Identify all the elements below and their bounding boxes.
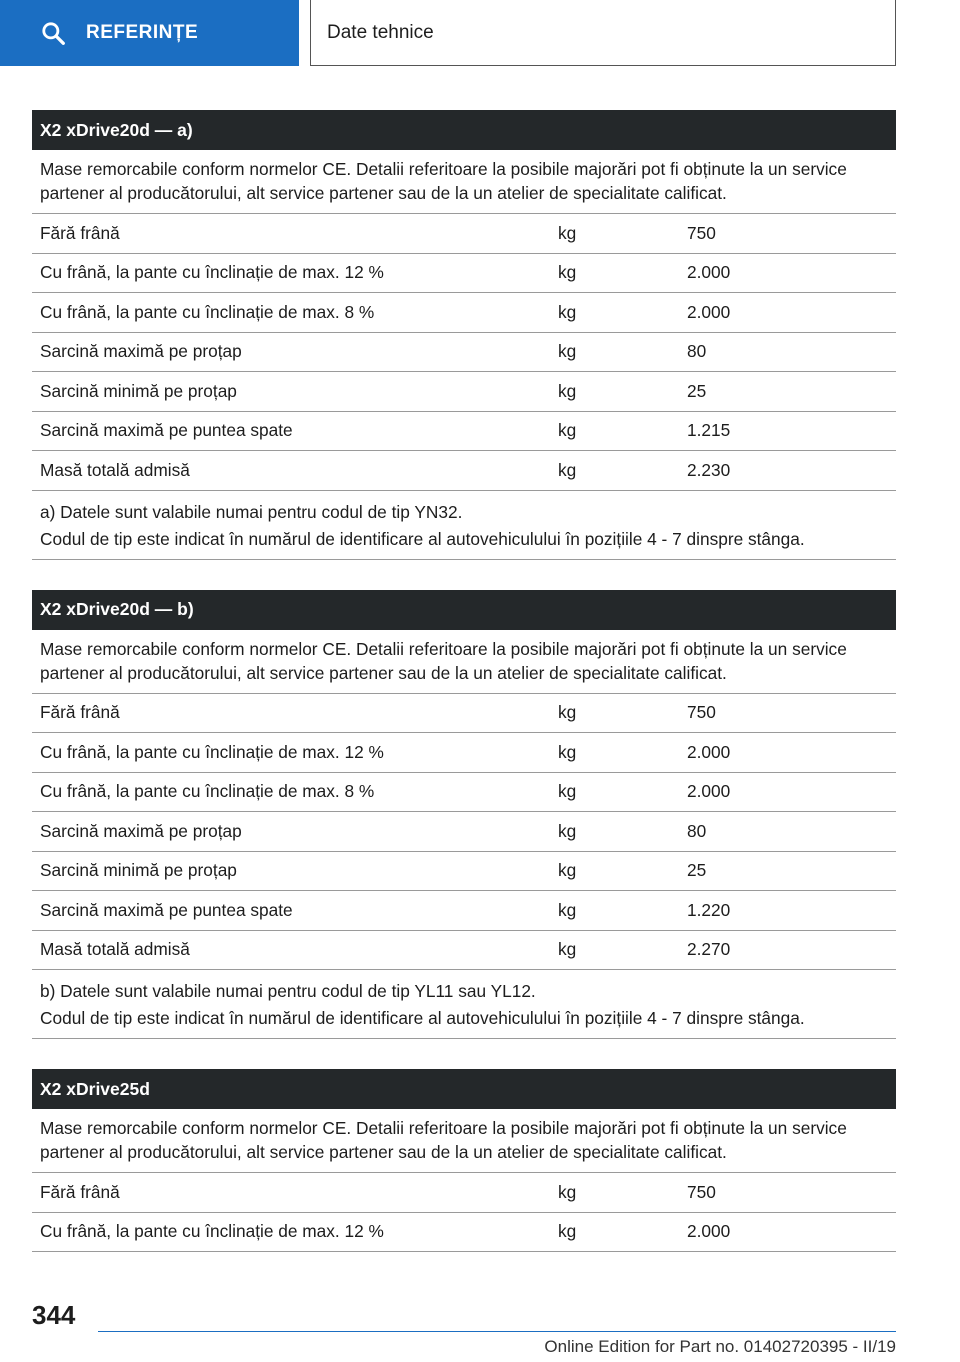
references-label: REFERINȚE [86, 22, 199, 43]
table-row [32, 812, 896, 852]
section-title: X2 xDrive25d [32, 1069, 896, 1109]
row-unit: kg [558, 860, 577, 881]
table-row [32, 254, 896, 294]
row-value: 80 [687, 341, 707, 362]
section-title: X2 xDrive20d — a) [32, 110, 896, 150]
row-unit: kg [558, 301, 577, 322]
technical-data-content [32, 110, 896, 1282]
section-intro: Mase remorcabile conform normelor CE. Detalii referitoare la posibile majorări pot fi obținute la un service partener al producătorului, alt service partener sau de la un atelier de specialitate calificat. [32, 1109, 896, 1173]
row-value: 2.000 [687, 781, 731, 802]
table-row [32, 852, 896, 892]
references-button[interactable] [0, 0, 299, 66]
row-label: Sarcină maximă pe proțap [40, 341, 242, 362]
row-value: 2.000 [687, 262, 731, 283]
table-row [32, 891, 896, 931]
row-unit: kg [558, 262, 577, 283]
row-value: 2.270 [687, 939, 731, 960]
row-label: Sarcină minimă pe proțap [40, 380, 237, 401]
row-value: 2.230 [687, 459, 731, 480]
row-label: Sarcină maximă pe puntea spate [40, 420, 293, 441]
page-number: 344 [32, 1300, 76, 1330]
top-bar [0, 0, 960, 66]
footer-divider [98, 1331, 896, 1332]
row-unit: kg [558, 1181, 577, 1202]
row-unit: kg [558, 702, 577, 723]
section-notes [32, 970, 896, 1039]
table-row [32, 451, 896, 491]
row-label: Fără frână [40, 702, 120, 723]
row-unit: kg [558, 459, 577, 480]
note-line: b) Datele sunt valabile numai pentru codul de tip YL11 sau YL12. [40, 981, 536, 1001]
row-label: Sarcină minimă pe proțap [40, 860, 237, 881]
page-title: Date tehnice [310, 0, 896, 66]
row-unit: kg [558, 939, 577, 960]
row-value: 1.215 [687, 420, 731, 441]
row-value: 2.000 [687, 1221, 731, 1242]
row-label: Cu frână, la pante cu înclinație de max. 8 % [40, 301, 375, 322]
section-intro: Mase remorcabile conform normelor CE. Detalii referitoare la posibile majorări pot fi obținute la un service partener al producătorului, alt service partener sau de la un atelier de specialitate calificat. [32, 630, 896, 694]
note-line: Codul de tip este indicat în numărul de identificare al autovehiculului în pozițiile 4 - 7 dinspre stânga. [40, 1008, 805, 1028]
row-unit: kg [558, 380, 577, 401]
note-line: Codul de tip este indicat în numărul de identificare al autovehiculului în pozițiile 4 - 7 dinspre stânga. [40, 528, 805, 549]
row-unit: kg [558, 781, 577, 802]
table-row [32, 412, 896, 452]
row-label: Sarcină maximă pe proțap [40, 820, 242, 841]
row-label: Masă totală admisă [40, 459, 190, 480]
section-title: X2 xDrive20d — b) [32, 590, 896, 630]
row-value: 80 [687, 820, 707, 841]
section-notes [32, 491, 896, 560]
row-label: Masă totală admisă [40, 939, 190, 960]
row-value: 750 [687, 1181, 716, 1202]
table-row [32, 773, 896, 813]
table-row [32, 931, 896, 971]
edition-note: Online Edition for Part no. 01402720395 - II/19 [544, 1337, 896, 1356]
table-row [32, 1173, 896, 1213]
row-label: Sarcină maximă pe puntea spate [40, 899, 293, 920]
row-value: 2.000 [687, 301, 731, 322]
spec-section [32, 110, 896, 560]
row-label: Fără frână [40, 1181, 120, 1202]
table-row [32, 733, 896, 773]
row-label: Fără frână [40, 222, 120, 243]
section-intro: Mase remorcabile conform normelor CE. Detalii referitoare la posibile majorări pot fi obținute la un service partener al producătorului, alt service partener sau de la un atelier de specialitate calificat. [32, 150, 896, 214]
search-icon [40, 20, 66, 46]
row-value: 25 [687, 860, 707, 881]
row-value: 25 [687, 380, 707, 401]
note-line: a) Datele sunt valabile numai pentru codul de tip YN32. [40, 501, 463, 522]
spec-section [32, 590, 896, 1040]
table-row [32, 333, 896, 373]
row-label: Cu frână, la pante cu înclinație de max. 8 % [40, 781, 375, 802]
table-row [32, 372, 896, 412]
table-row [32, 694, 896, 734]
row-value: 750 [687, 222, 716, 243]
row-unit: kg [558, 899, 577, 920]
row-unit: kg [558, 420, 577, 441]
row-unit: kg [558, 222, 577, 243]
row-value: 2.000 [687, 741, 731, 762]
spec-section [32, 1069, 896, 1252]
row-unit: kg [558, 1221, 577, 1242]
table-row [32, 1213, 896, 1253]
row-label: Cu frână, la pante cu înclinație de max. 12 % [40, 741, 384, 762]
row-label: Cu frână, la pante cu înclinație de max. 12 % [40, 262, 384, 283]
row-unit: kg [558, 741, 577, 762]
table-row [32, 293, 896, 333]
row-value: 1.220 [687, 899, 731, 920]
row-label: Cu frână, la pante cu înclinație de max. 12 % [40, 1221, 384, 1242]
table-row [32, 214, 896, 254]
row-unit: kg [558, 820, 577, 841]
row-unit: kg [558, 341, 577, 362]
row-value: 750 [687, 702, 716, 723]
